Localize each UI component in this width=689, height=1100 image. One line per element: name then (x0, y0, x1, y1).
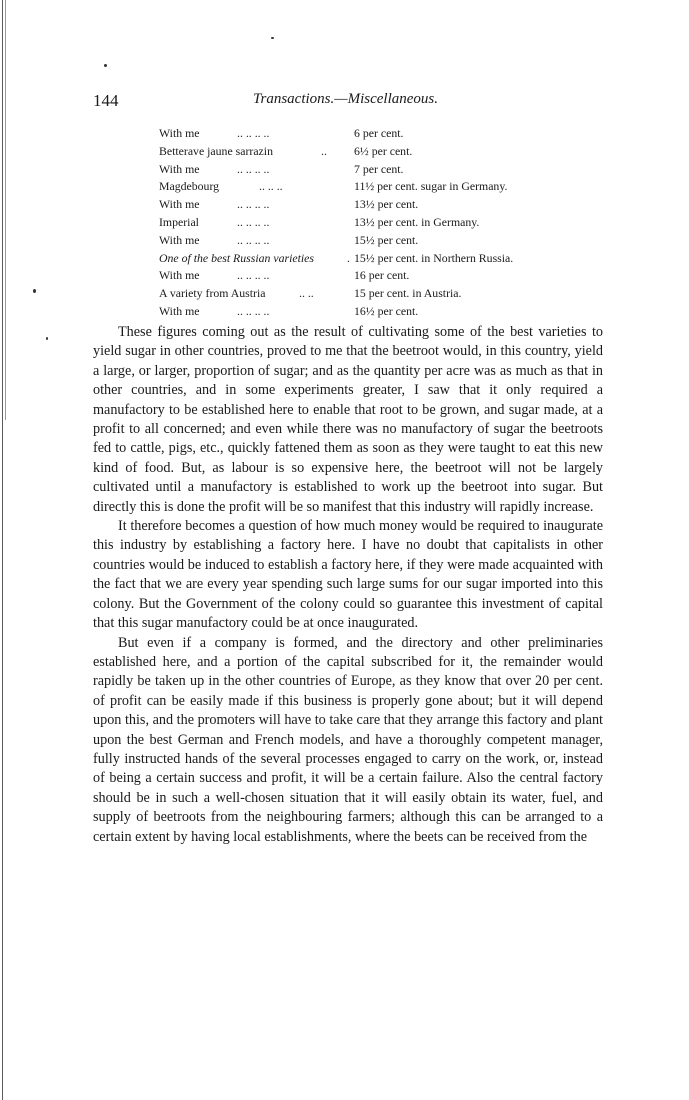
row-value: 16 per cent. (354, 268, 410, 283)
row-leaders: .. .. .. .. (237, 232, 270, 247)
row-leaders: .. .. (299, 286, 314, 301)
row-label: With me (159, 303, 200, 318)
table-row (159, 161, 599, 179)
row-leaders: . (347, 250, 350, 265)
row-label: With me (159, 268, 200, 283)
page-number: 144 (93, 91, 119, 110)
row-value: 16½ per cent. (354, 303, 419, 318)
row-value: 15½ per cent. in Northern Russia. (354, 250, 514, 265)
row-leaders: .. .. .. .. (237, 126, 270, 140)
table-row (159, 250, 599, 268)
table-row (159, 178, 599, 196)
table-row (159, 143, 599, 161)
paragraph: It therefore becomes a question of how much money would be required to inaugurate this industry by establishing a factory here. I have no doubt that capitalists in other countries would be induced to establish a factory here, if they were made acquainted with the fact that we are every year spending such large sums for our sugar imported into this colony. But the Government of the colony could so guarantee this investment of capital that this sugar manufactory could be at once inaugurated. (93, 518, 603, 632)
row-label: Magdebourg (159, 179, 220, 194)
paragraph: But even if a company is formed, and the directory and other preliminaries established here, and a portion of the capital subscribed for it, the remainder would rapidly be taken up in the other countries of Europe, as they know that over 20 per cent. of profit can be easily made if this business is properly gone about; but it will depend upon this, and the promoters will have to take care that they arrange this factory and plant upon the best German and French models, and have a thoroughly competent manager, fully instructed hands of the several processes engaged to carry on the work, or, instead of being a certain success and profit, it will be a certain failure. Also the central factory should be in such a well-chosen situation that it will easily obtain its water, fuel, and supply of beetroots from the neighbouring farmers; although this can be arranged to a certain extent by having local establishments, where the beets can be received from the (93, 634, 603, 845)
row-value: 13½ per cent. in Germany. (354, 214, 480, 229)
row-value: 6 per cent. (354, 126, 404, 140)
table-row (159, 125, 599, 143)
row-value: 13½ per cent. (354, 197, 419, 212)
row-leaders: .. .. .. (259, 179, 283, 194)
row-label: One of the best Russian varieties (159, 250, 314, 265)
paragraph: These figures coming out as the result of cultivating some of the best varieties to yield sugar in other countries, proved to me that the beetroot would, in this country, yield a large, or larger, proportion of sugar; and as the quantity per acre was as much as that in other countries, and in some experiments greater, I saw that it only required a manufactory to be established here to enable that root to be grown, and sugar made, at a profit to all concerned; and even while there was no manufactory of sugar the beetroots fed to cattle, pigs, etc., quickly fattened them as soon as they were taught to eat this new kind of food. But, as labour is so expensive here, the beetroot will not be largely cultivated until a manufactory is established to work up the beetroot into sugar. But directly this is done the profit will be so manifest that this industry will rapidly increase. (93, 324, 603, 515)
row-leaders: .. .. .. .. (237, 214, 270, 229)
row-value: 6½ per cent. (354, 143, 413, 158)
print-speck (271, 37, 274, 39)
row-label: With me (159, 161, 200, 176)
table-row (159, 285, 599, 303)
row-value: 11½ per cent. sugar in Germany. (354, 179, 508, 194)
row-label: A variety from Austria (159, 286, 266, 301)
sugar-yield-table (159, 125, 599, 321)
row-label: Betterave jaune sarrazin (159, 143, 273, 158)
row-value: 15 per cent. in Austria. (354, 286, 462, 301)
row-leaders: .. (321, 143, 327, 158)
print-speck (33, 289, 36, 293)
row-label: With me (159, 126, 200, 140)
print-speck (104, 64, 107, 67)
row-value: 15½ per cent. (354, 232, 419, 247)
row-leaders: .. .. .. .. (237, 197, 270, 212)
body-text (93, 323, 603, 847)
row-leaders: .. .. .. .. (237, 161, 270, 176)
table-row (159, 303, 599, 321)
row-label: Imperial (159, 214, 199, 229)
running-head: Transactions.—Miscellaneous. (252, 91, 438, 107)
row-leaders: .. .. .. .. (237, 303, 270, 318)
page-edge-line-faint (5, 0, 6, 420)
table-row (159, 232, 599, 250)
table-row (159, 214, 599, 232)
table-row (159, 267, 599, 285)
row-leaders: .. .. .. .. (237, 268, 270, 283)
row-label: With me (159, 197, 200, 212)
page-edge-line (2, 0, 3, 1100)
table-row (159, 196, 599, 214)
print-speck (46, 337, 48, 340)
page-header (93, 91, 598, 113)
row-label: With me (159, 232, 200, 247)
row-value: 7 per cent. (354, 161, 404, 176)
